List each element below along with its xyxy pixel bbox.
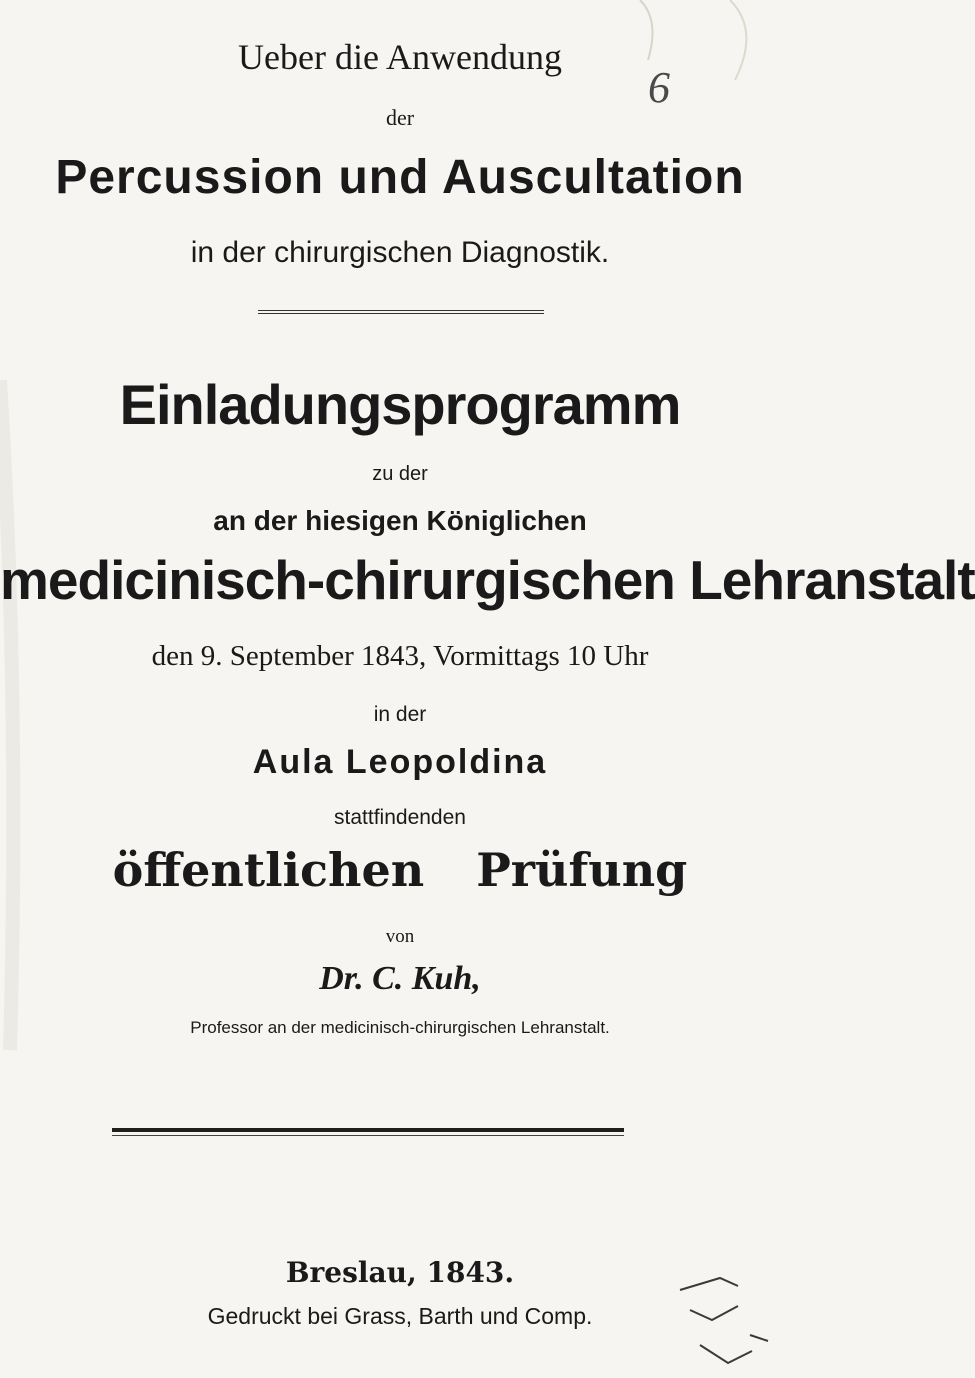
zu-der-text: zu der xyxy=(372,463,428,485)
institution-line-2: medicinisch-chirurgischen Lehranstalt xyxy=(0,549,975,611)
stattfindenden-text: stattfindenden xyxy=(334,806,466,829)
heading-line-1: Ueber die Anwendung xyxy=(238,37,562,77)
program-title: Einladungsprogramm xyxy=(119,373,681,436)
short-divider xyxy=(258,310,544,314)
heading-der: der xyxy=(385,105,415,130)
main-title: Percussion und Auscultation xyxy=(55,151,745,204)
place-year: Breslau, 1843. xyxy=(285,1256,515,1289)
von-text: von xyxy=(385,926,415,947)
subtitle: in der chirurgischen Diagnostik. xyxy=(190,236,610,269)
event-title: öffentlichen Prüfung xyxy=(112,843,688,897)
date-line: den 9. September 1843, Vormittags 10 Uhr xyxy=(151,640,649,672)
author-title: Professor an der medicinisch-chirurgischen Lehranstalt. xyxy=(190,1018,610,1037)
author-name: Dr. C. Kuh, xyxy=(319,960,481,997)
printer-line: Gedruckt bei Grass, Barth und Comp. xyxy=(207,1303,593,1329)
long-divider-thin xyxy=(112,1135,624,1136)
handwritten-mark: 6 xyxy=(648,63,670,112)
in-der-text: in der xyxy=(373,703,427,726)
long-divider xyxy=(112,1128,624,1132)
venue: Aula Leopoldina xyxy=(252,743,548,781)
institution-line-1: an der hiesigen Königlichen xyxy=(213,505,587,536)
